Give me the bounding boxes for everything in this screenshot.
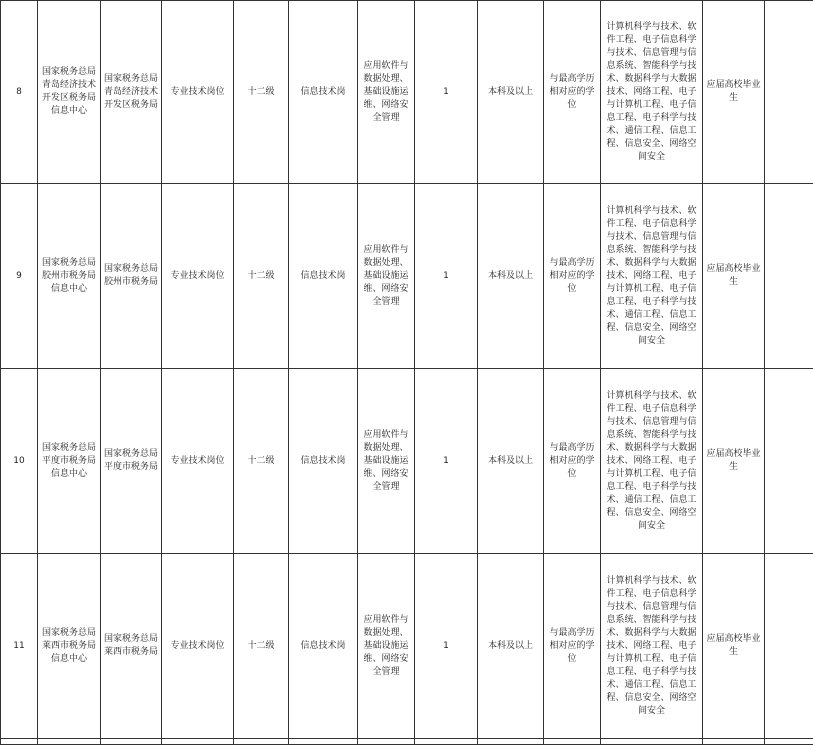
cell-hiring-unit: 国家税务总局青岛经济技术开发区税务局信息中心: [38, 1, 101, 184]
cell-education: 本科及以上: [478, 369, 544, 554]
cell-education: 本科及以上: [478, 554, 544, 739]
cell-post-name: 信息技术岗: [289, 1, 358, 184]
cell-degree: 与最高学历相对应的学位: [544, 369, 601, 554]
cell-post-duties: 应用软件与数据处理、基础设施运维、网络安全管理: [358, 554, 415, 739]
cell-post-category: 专业技术岗位: [162, 554, 234, 739]
cell-other: 应届高校毕业生: [703, 184, 765, 369]
cell-major: 计算机科学与技术、软件工程、电子信息科学与技术、信息管理与信息系统、智能科学与技术、数据科学与大数据技术、网络工程、电子与计算机工程、电子信息工程、电子科学与技术、通信工程、信息工程、信息安全、网络空间安全: [601, 184, 703, 369]
cell-workplace: 国家税务总局青岛经济技术开发区税务局: [101, 1, 162, 184]
cell-post-category: 专业技术岗位: [162, 184, 234, 369]
cell-count: 1: [415, 184, 478, 369]
cell-workplace: 国家税务总局平度市税务局: [101, 369, 162, 554]
cell-count: 1: [415, 1, 478, 184]
cell-degree: 与最高学历相对应的学位: [544, 184, 601, 369]
cell-major: 计算机科学与技术、软件工程、电子信息科学与技术、信息管理与信息系统、智能科学与技术、数据科学与大数据技术、网络工程、电子与计算机工程、电子信息工程、电子科学与技术、通信工程、信息工程、信息安全、网络空间安全: [601, 1, 703, 184]
cell-workplace: 国家税务总局莱西市税务局: [101, 554, 162, 739]
cell-remarks: [765, 554, 813, 739]
cell-other: 应届高校毕业生: [703, 369, 765, 554]
cell-no: 10: [1, 369, 38, 554]
table-row: [1, 369, 813, 554]
cell-education: 本科及以上: [478, 1, 544, 184]
cell-major: 计算机科学与技术、软件工程、电子信息科学与技术、信息管理与信息系统、智能科学与技术、数据科学与大数据技术、网络工程、电子与计算机工程、电子信息工程、电子科学与技术、通信工程、信息工程、信息安全、网络空间安全: [601, 369, 703, 554]
cell-post-name: 信息技术岗: [289, 554, 358, 739]
cell-degree: 与最高学历相对应的学位: [544, 1, 601, 184]
cell-hiring-unit: 国家税务总局胶州市税务局信息中心: [38, 184, 101, 369]
cell-post-level: 十二级: [234, 184, 289, 369]
cell-post-name: 信息技术岗: [289, 369, 358, 554]
cell-no: 9: [1, 184, 38, 369]
cell-hiring-unit: 国家税务总局莱西市税务局信息中心: [38, 554, 101, 739]
cell-major: 计算机科学与技术、软件工程、电子信息科学与技术、信息管理与信息系统、智能科学与技术、数据科学与大数据技术、网络工程、电子与计算机工程、电子信息工程、电子科学与技术、通信工程、信息工程、信息安全、网络空间安全: [601, 554, 703, 739]
cell-other: 应届高校毕业生: [703, 554, 765, 739]
cell-post-category: 专业技术岗位: [162, 1, 234, 184]
cell-other: 应届高校毕业生: [703, 1, 765, 184]
cell-post-duties: 应用软件与数据处理、基础设施运维、网络安全管理: [358, 1, 415, 184]
table-row: [1, 554, 813, 739]
cell-remarks: [765, 184, 813, 369]
cell-workplace: 国家税务总局胶州市税务局: [101, 184, 162, 369]
table-row: [1, 184, 813, 369]
cell-no: 11: [1, 554, 38, 739]
cell-hiring-unit: 国家税务总局平度市税务局信息中心: [38, 369, 101, 554]
cell-remarks: [765, 1, 813, 184]
cell-count: 1: [415, 554, 478, 739]
cell-post-level: 十二级: [234, 369, 289, 554]
cell-post-duties: 应用软件与数据处理、基础设施运维、网络安全管理: [358, 369, 415, 554]
cell-remarks: [765, 369, 813, 554]
cell-count: 1: [415, 369, 478, 554]
cell-post-duties: 应用软件与数据处理、基础设施运维、网络安全管理: [358, 184, 415, 369]
table-row: [1, 1, 813, 184]
cell-degree: 与最高学历相对应的学位: [544, 554, 601, 739]
cell-post-name: 信息技术岗: [289, 184, 358, 369]
cell-post-category: 专业技术岗位: [162, 369, 234, 554]
cell-education: 本科及以上: [478, 184, 544, 369]
cell-post-level: 十二级: [234, 554, 289, 739]
cell-no: 8: [1, 1, 38, 184]
cell-post-level: 十二级: [234, 1, 289, 184]
